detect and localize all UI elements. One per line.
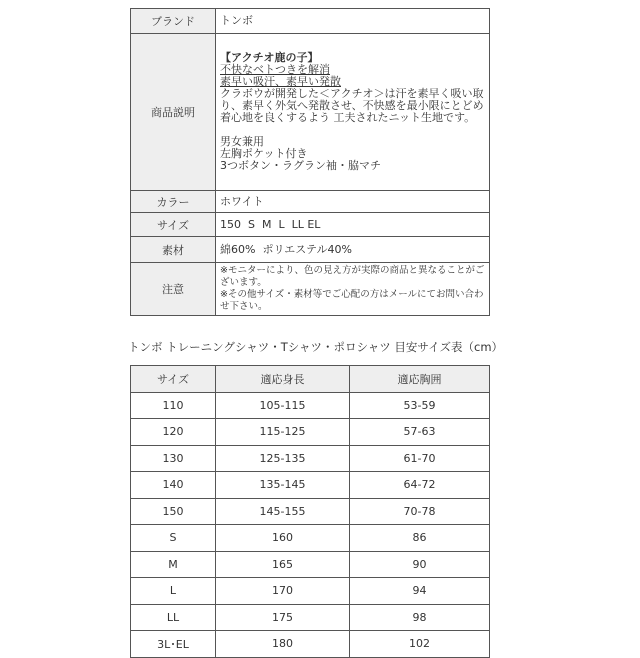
cell-size: LL: [131, 604, 216, 631]
notice-value: [216, 263, 490, 316]
cell-height: 145-155: [216, 498, 350, 525]
cell-height: 170: [216, 578, 350, 605]
cell-height: 175: [216, 604, 350, 631]
header-chest: 適応胸囲: [350, 366, 490, 393]
brand-label: ブランド: [131, 9, 216, 34]
cell-size: 3L･EL: [131, 631, 216, 658]
cell-size: 120: [131, 419, 216, 446]
cell-height: 125-135: [216, 445, 350, 472]
cell-size: S: [131, 525, 216, 552]
description-body: クラボウが開発した＜アクチオ＞は汗を素早く吸い取り、素早く外気へ発散させ、不快感を最小限にとどめ着心地を良くするよう 工夫されたニット生地です。: [220, 87, 484, 124]
cell-height: 135-145: [216, 472, 350, 499]
size-chart-table: [130, 365, 490, 658]
cell-chest: 64-72: [350, 472, 490, 499]
notice-2: ※その他サイズ・素材等でご心配の方はメールにてお問い合わせ下さい。: [220, 289, 484, 312]
description-line2: 素早い吸汗、素早い発散: [220, 75, 341, 88]
table-row: [131, 604, 490, 631]
description-value: [216, 34, 490, 191]
color-label: カラー: [131, 191, 216, 213]
header-height: 適応身長: [216, 366, 350, 393]
material-label: 素材: [131, 237, 216, 263]
cell-height: 105-115: [216, 392, 350, 419]
table-row: [131, 551, 490, 578]
notice-1: ※モニターにより、色の見え方が実際の商品と異なることがございます。: [220, 265, 485, 288]
cell-chest: 61-70: [350, 445, 490, 472]
cell-chest: 102: [350, 631, 490, 658]
size-value: 150 S M L LL EL: [216, 213, 490, 237]
description-line1: 不快なベトつきを解消: [220, 63, 330, 76]
table-row: [131, 498, 490, 525]
spec-table: [130, 8, 490, 316]
table-row: [131, 525, 490, 552]
cell-size: 150: [131, 498, 216, 525]
brand-value: トンボ: [216, 9, 490, 34]
table-row: [131, 445, 490, 472]
table-row: [131, 631, 490, 658]
feature-2: 左胸ポケット付き: [220, 147, 308, 160]
feature-3: 3つボタン・ラグラン袖・脇マチ: [220, 159, 381, 172]
cell-chest: 53-59: [350, 392, 490, 419]
cell-size: 110: [131, 392, 216, 419]
cell-size: L: [131, 578, 216, 605]
cell-chest: 86: [350, 525, 490, 552]
cell-height: 165: [216, 551, 350, 578]
cell-height: 180: [216, 631, 350, 658]
cell-chest: 57-63: [350, 419, 490, 446]
cell-size: 140: [131, 472, 216, 499]
size-chart-caption: トンボ トレーニングシャツ・Tシャツ・ポロシャツ 目安サイズ表（cm）: [128, 340, 504, 354]
feature-1: 男女兼用: [220, 135, 264, 148]
table-row: [131, 419, 490, 446]
notice-label: 注意: [131, 263, 216, 316]
size-label: サイズ: [131, 213, 216, 237]
cell-chest: 70-78: [350, 498, 490, 525]
description-label: 商品説明: [131, 34, 216, 191]
cell-size: M: [131, 551, 216, 578]
cell-chest: 90: [350, 551, 490, 578]
color-value: ホワイト: [216, 191, 490, 213]
table-row: [131, 578, 490, 605]
material-value: 綿60% ポリエステル40%: [216, 237, 490, 263]
description-title: 【アクチオ鹿の子】: [220, 51, 319, 64]
table-row: [131, 472, 490, 499]
table-header-row: [131, 366, 490, 393]
cell-chest: 94: [350, 578, 490, 605]
cell-size: 130: [131, 445, 216, 472]
table-row: [131, 392, 490, 419]
header-size: サイズ: [131, 366, 216, 393]
cell-height: 160: [216, 525, 350, 552]
cell-chest: 98: [350, 604, 490, 631]
cell-height: 115-125: [216, 419, 350, 446]
